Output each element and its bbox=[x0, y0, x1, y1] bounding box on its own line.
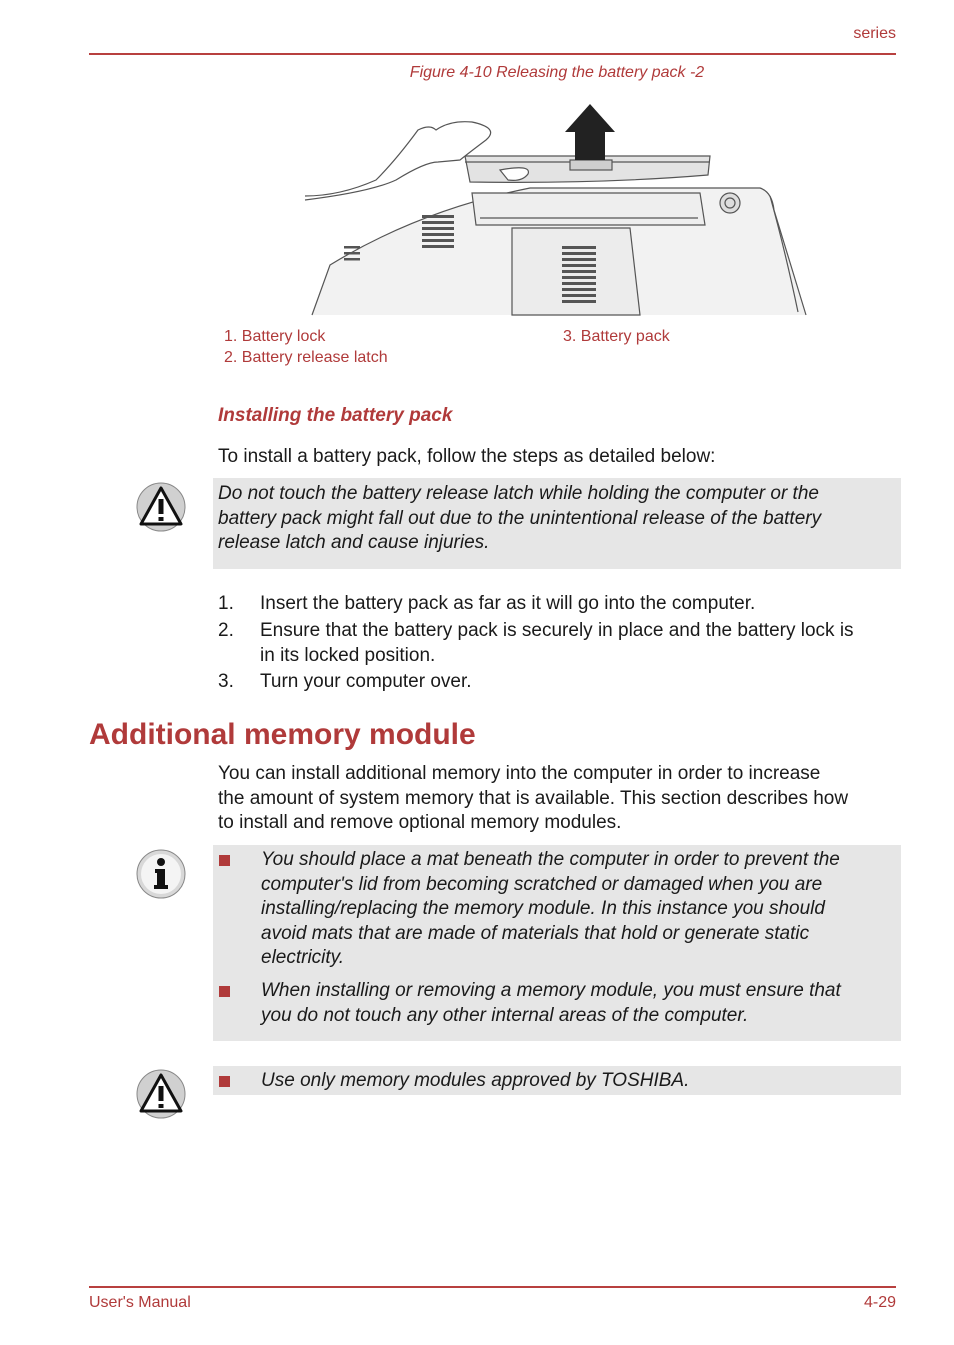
step-number: 3. bbox=[218, 671, 234, 692]
bullet-marker bbox=[219, 986, 230, 997]
memory-intro-line: You can install additional memory into the computer in order to increase bbox=[218, 763, 821, 784]
header-rule bbox=[89, 53, 896, 55]
step-text: Insert the battery pack as far as it will go into the computer. bbox=[260, 593, 756, 614]
caution-line: Do not touch the battery release latch while holding the computer or the bbox=[218, 483, 819, 504]
step-number: 2. bbox=[218, 620, 234, 641]
info-line: avoid mats that are made of materials that hold or generate static bbox=[261, 922, 810, 944]
memory-intro-line: the amount of system memory that is available. This section describes how bbox=[218, 787, 849, 809]
warning-triangle-icon bbox=[136, 482, 186, 532]
caution-note-battery bbox=[213, 478, 901, 569]
legend-item-battery-release-latch: 2. Battery release latch bbox=[224, 349, 388, 366]
warning-triangle-icon bbox=[136, 1069, 186, 1119]
section-subheading: Installing the battery pack bbox=[218, 405, 453, 426]
bullet-marker bbox=[219, 855, 230, 866]
caution-line: battery pack might fall out due to the unintentional release of the battery bbox=[218, 507, 822, 529]
step-text: Turn your computer over. bbox=[260, 671, 472, 692]
footer-page-number: 4-29 bbox=[863, 1294, 896, 1311]
figure-caption: Figure 4-10 Releasing the battery pack -2 bbox=[409, 64, 705, 81]
info-line: You should place a mat beneath the computer in order to prevent the bbox=[261, 849, 840, 870]
memory-intro-line: to install and remove optional memory modules. bbox=[218, 812, 622, 833]
step-text: in its locked position. bbox=[260, 644, 436, 666]
info-line: installing/replacing the memory module. In this instance you should bbox=[261, 898, 825, 919]
caution-note-memory bbox=[213, 1066, 901, 1095]
info-line: you do not touch any other internal areas of the computer. bbox=[261, 1004, 749, 1026]
info-icon bbox=[136, 849, 186, 899]
info-line: electricity. bbox=[261, 947, 345, 968]
caution-line: Use only memory modules approved by TOSHIBA. bbox=[261, 1070, 690, 1091]
header-series: series bbox=[853, 25, 896, 42]
info-note-memory bbox=[213, 845, 901, 1041]
legend-item-battery-lock: 1. Battery lock bbox=[224, 328, 326, 345]
battery-release-illustration bbox=[300, 100, 820, 320]
step-number: 1. bbox=[218, 593, 234, 614]
bullet-marker bbox=[219, 1076, 230, 1087]
footer-manual-title: User's Manual bbox=[89, 1294, 191, 1311]
footer-rule bbox=[89, 1286, 896, 1288]
step-text: Ensure that the battery pack is securely in place and the battery lock is bbox=[260, 620, 854, 641]
info-line: When installing or removing a memory module, you must ensure that bbox=[261, 980, 841, 1001]
caution-line: release latch and cause injuries. bbox=[218, 532, 490, 553]
section-heading: Additional memory module bbox=[89, 718, 476, 751]
info-line: computer's lid from becoming scratched or damaged when you are bbox=[261, 873, 823, 895]
legend-item-battery-pack: 3. Battery pack bbox=[563, 328, 670, 345]
install-intro: To install a battery pack, follow the steps as detailed below: bbox=[218, 446, 716, 467]
